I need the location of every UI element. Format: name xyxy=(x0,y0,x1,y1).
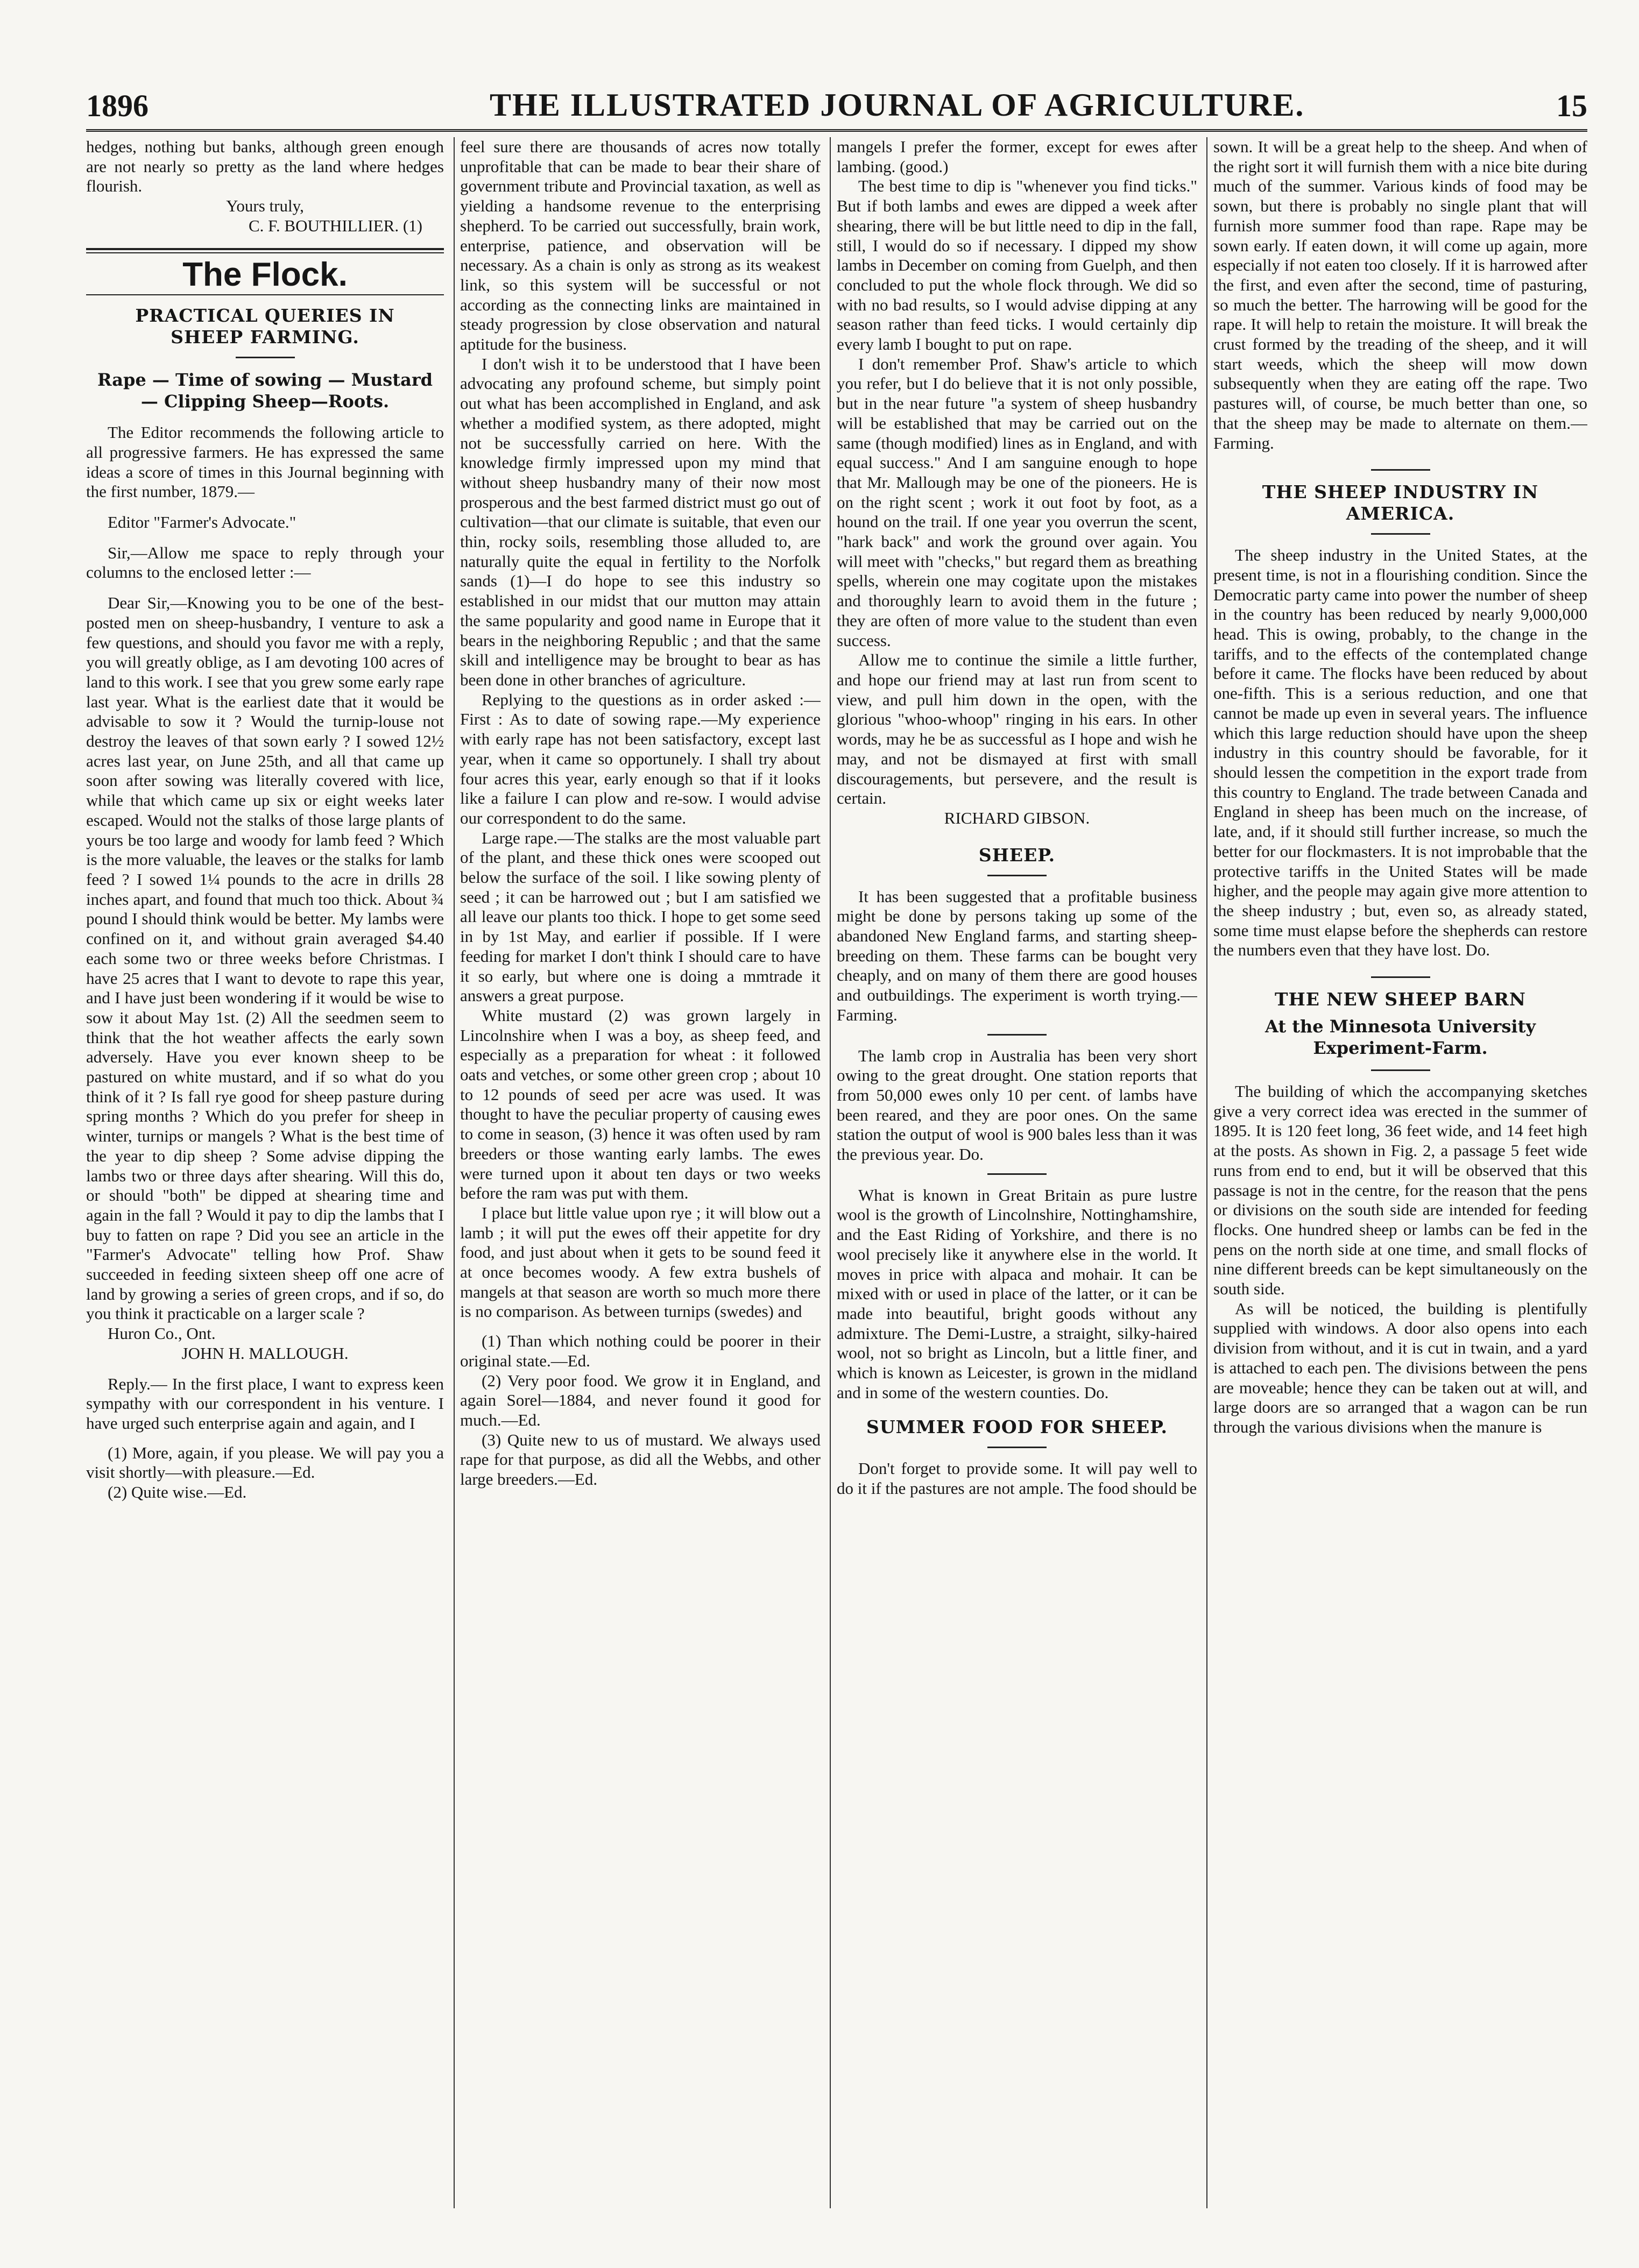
article-subheading: At the Minnesota University Experiment-Farm. xyxy=(1265,1016,1536,1059)
header-year: 1896 xyxy=(86,88,149,123)
editor-intro: The Editor recommends the following article to all progressive farmers. He has expressed the same ideas a score of times in this Journal beginning with the first number, 1879.— xyxy=(86,423,444,501)
footnote: (2) Quite wise.—Ed. xyxy=(108,1483,247,1502)
paragraph: It has been suggested that a profitable business might be done by persons taking up some of the abandoned New England farms, and starting sheep-breeding on them. These farms can be bought very cheaply, and on many of them there are good houses and outbuildings. The experiment is worth trying.—Farming. xyxy=(837,887,1197,1024)
item-rule xyxy=(987,1034,1047,1036)
letter-place: Huron Co., Ont. xyxy=(108,1324,216,1343)
footnote: (1) More, again, if you please. We will pay you a visit shortly—with pleasure.—Ed. xyxy=(86,1443,444,1482)
letter-body: Dear Sir,—Knowing you to be one of the best-posted men on sheep-husbandry, I venture to ask a few questions, and should you favor me with a reply, you will greatly oblige, as I am devoting 100 acres of land to this work. I see that you grew some early rape last year. What is the earliest date that it would be advisable to sow it ? Would the turnip-louse not destroy the leaves of that sown early ? I sowed 12½ acres last year, on June 25th, and all that came up soon after sowing was literally covered with lice, while that which came up six or eight weeks later escaped. Would not the stalks of those large plants of yours be too large and woody for lamb feed ? Which is the more valuable, the leaves or the stalks for lamb feed ? I sowed 1¼ pounds to the acre in drills 28 inches apart, and found that much too thick. About ¾ pound I should think would be better. My lambs were confined on it, and without grain averaged $4.40 each some two or three weeks before Christmas. I have 25 acres that I want to devote to rape this year, and I have just been wondering if it would be wise to sow it about May 1st. (2) All the seedmen seem to think that the hot weather affects the early sown adversely. Have you ever known sheep to be pastured on white mustard, and if so what do you think of it ? Is fall rye good for sheep pasture during spring months ? Which do you prefer for sheep in winter, turnips or mangels ? What is the best time of the year to dip sheep ? Some advise dipping the lambs two or three days after shearing. Will this do, or should "both" be dipped at shearing time and again in the fall ? Would it pay to dip the lambs that I buy to fatten on rape ? Did you see an article in the "Farmer's Advocate" telling how Prof. Shaw succeeded in feeding sixteen sheep off one acre of land by growing a series of green crops, and if so, do you think it practicable on a larger scale ? xyxy=(86,593,444,1323)
item-rule xyxy=(1371,976,1430,978)
item-rule xyxy=(1371,469,1430,471)
paragraph: mangels I prefer the former, except for ewes after lambing. (good.) xyxy=(837,137,1197,176)
heading-rule xyxy=(987,1447,1047,1448)
footnote: (1) Than which nothing could be poorer in their original state.—Ed. xyxy=(460,1331,821,1370)
paragraph: The lamb crop in Australia has been very short owing to the great drought. One station reports that from 50,000 ewes only 10 per cent. of lambs have been reared, and they are poor ones. On the same station the output of wool is 900 bales less than it was the previous year. Do. xyxy=(837,1046,1197,1164)
paragraph: sown. It will be a great help to the sheep. And when of the right sort it will furnish them with a nice bite during much of the summer. Various kinds of food may be sown, but there is probably no single plant that will furnish more summer food than rape. Rape may be sown early. If eaten down, it will come up again, more especially if not eaten too closely. If it is harrowed after the first, and even after the second, time of pasturing, so much the better. The harrowing will be good for the rape. It will help to retain the moisture. It will break the crust formed by the treading of the sheep, and it will start weeds, which the sheep will mow down subsequently when they are eating off the rape. Two pastures will, of course, be much better than one, so that the sheep may be made to alternate on them.—Farming. xyxy=(1213,137,1587,452)
paragraph: As will be noticed, the building is plentifully supplied with windows. A door also opens into each division from without, and it is cut in twain, and a yard is attached to each pen. The divisions between the pens are moveable; hence they can be taken out at will, and large doors are so arranged that a wagon can be run through the various divisions when the manure is xyxy=(1213,1299,1587,1436)
column-3 xyxy=(837,137,1197,2208)
salutation: Sir,—Allow me space to reply through your columns to the enclosed letter :— xyxy=(86,543,444,582)
column-divider xyxy=(1206,137,1207,2208)
closing: Yours truly, xyxy=(226,196,304,216)
article-heading: SHEEP. xyxy=(978,844,1056,866)
header-title: THE ILLUSTRATED JOURNAL OF AGRICULTURE. xyxy=(490,87,1305,123)
paragraph: Don't forget to provide some. It will pay well to do it if the pastures are not ample. The food should be xyxy=(837,1459,1197,1498)
page-header xyxy=(86,81,1587,132)
item-rule xyxy=(987,1173,1047,1175)
paragraph: The sheep industry in the United States, at the present time, is not in a flourishing condition. Since the Democratic party came into power the number of sheep in the country has been reduced by nearly 9,000,000 head. This is owing, probably, to the change in the tariffs, and to the effects of the contemplated change before it came. The flocks have been reduced by about one-fifth. This is a serious reduction, and one that cannot be made up even in several years. The influence which this large reduction should have upon the sheep industry in this country should be favorable, for it should lessen the competition in the export trade from this country to England. The trade between Canada and England in sheep has been much on the increase, of late, and, if it should still further increase, so much the better for our flockmasters. It is not improbable that the protective tariffs in the United States will be made higher, and the people may again give more attention to the sheep industry ; but, even so, as already stated, some time must elapse before the shepherds can restore the numbers even that they have lost. Do. xyxy=(1213,545,1587,960)
footnote: (3) Quite new to us of mustard. We always used rape for that purpose, as did all the Webbs, and other large breeders.—Ed. xyxy=(460,1430,821,1489)
paragraph: Large rape.—The stalks are the most valuable part of the plant, and these thick ones were scooped out below the surface of the soil. I like sowing plenty of seed ; it can be harrowed out ; but I am satisfied we all leave our plants too thick. I hope to get some seed in by 1st May, and earlier if possible. If I were feeding for market I don't think I should care to have it so early, but where one is doing a mmtrade it answers a great purpose. xyxy=(460,828,821,1005)
section-rule xyxy=(86,248,444,250)
paragraph: feel sure there are thousands of acres now totally unprofitable that can be made to bear their share of government tribute and Provincial taxation, as well as yielding a handsome revenue to the enterprising shepherd. To be carried out successfully, brain work, enterprise, patience, and observation will be necessary. As a chain is only as strong as its weakest link, so this system will be successful or not according as the connecting links are maintained in steady progression by close observation and natural aptitude for the business. xyxy=(460,137,821,354)
paragraph: The building of which the accompanying sketches give a very correct idea was erected in the summer of 1895. It is 120 feet long, 36 feet wide, and 14 feet high at the posts. As shown in Fig. 2, a passage 5 feet wide runs from end to end, but it will be observed that this passage is not in the centre, for the reason that the pens or divisions on the south side are intended for feeding flocks. One hundred sheep or lambs can be fed in the pens on the north side at one time, and small flocks of nine different breeds can be kept simultaneously on the south side. xyxy=(1213,1082,1587,1299)
paragraph: I don't remember Prof. Shaw's article to which you refer, but I do believe that it is not only possible, but in the near future "a system of sheep husbandry will be established that may be carried out on the same (though modified) lines as in England, and with equal success." And I am sanguine enough to hope that Mr. Mallough may be one of the pioneers. He is on the right scent ; work it out foot by foot, as a hound on the trail. If one year you overrun the scent, "hark back" and work the ground over again. You will meet with "checks," but regard them as breathing spells, wherein one may cogitate upon the mistakes and thoroughly learn to avoid them in the future ; they are often of more value to the student than even success. xyxy=(837,354,1197,650)
paragraph: Replying to the questions as in order asked :—First : As to date of sowing rape.—My experience with early rape has not been satisfactory, except last year, when it came so opportunely. I shall try about four acres this year, early enough so that if it looks like a failure I can plow and re-sow. I would advise our correspondent to do the same. xyxy=(460,690,821,827)
heading-rule xyxy=(236,357,295,358)
article-heading: PRACTICAL QUERIES IN SHEEP FARMING. xyxy=(135,305,395,348)
signature: RICHARD GIBSON. xyxy=(944,808,1090,827)
signature: C. F. BOUTHILLIER. (1) xyxy=(249,216,422,235)
header-page-number: 15 xyxy=(1556,88,1587,123)
letter-continuation: hedges, nothing but banks, although green enough are not nearly so pretty as the land where hedges flourish. xyxy=(86,137,444,196)
column-4 xyxy=(1213,137,1587,2208)
reply-paragraph: Reply.— In the first place, I want to express keen sympathy with our correspondent in his venture. I have urged such enterprise again and again, and I xyxy=(86,1374,444,1433)
column-divider xyxy=(454,137,455,2208)
paragraph: Allow me to continue the simile a little further, and hope our friend may at last run from scent to view, and pull him down in the open, with the glorious "whoo-whoop" ringing in his ears. In other words, may he be as successful as I hope and wish he may, and not be dismayed at first with small discouragements, but persevere, and the result is certain. xyxy=(837,650,1197,808)
paragraph: I place but little value upon rye ; it will blow out a lamb ; it will put the ewes off their appetite for dry food, and just about when it gets to be sound feed it at once becomes woody. A few extra bushels of mangels at that season are worth so much more there is no comparison. As between turnips (swedes) and xyxy=(460,1203,821,1321)
section-title: The Flock. xyxy=(182,256,348,293)
heading-rule xyxy=(1371,533,1430,535)
column-2 xyxy=(460,137,821,2208)
paragraph: I don't wish it to be understood that I have been advocating any profound scheme, but simply point out what has been accomplished in England, and ask whether a modified system, as there adopted, might not be successfully carried on here. With the knowledge firmly impressed upon my mind that without sheep husbandry many of their now most prosperous and the best farmed district must go out of cultivation—that our climate is suitable, that even our thin, rocky soils, resembling those alluded to, are naturally quite the equal in fertility to the Norfolk sands (1)—I do hope to see this industry so established in our midst that our mutton may attain the same popularity and good name in Europe that it bears in the neighboring Republic ; and that the same skill and intelligence may be brought to bear as has been done in other branches of agriculture. xyxy=(460,354,821,689)
section-rule xyxy=(86,294,444,295)
article-heading: THE NEW SHEEP BARN xyxy=(1275,989,1526,1010)
section-rule xyxy=(86,252,444,253)
letter-signature: JOHN H. MALLOUGH. xyxy=(181,1343,349,1363)
paragraph: The best time to dip is "whenever you find ticks." But if both lambs and ewes are dipped a week after shearing, there will be but little need to dip in the fall, still, I would do so if necessary. I dipped my show lambs in December on coming from Guelph, and then concluded to put the whole flock through. We did so with no bad results, so I would advise dipping at any season rather than feed ticks. I would certainly dip every lamb I bought to put on rape. xyxy=(837,176,1197,354)
article-heading: THE SHEEP INDUSTRY IN AMERICA. xyxy=(1262,481,1539,525)
column-divider xyxy=(830,137,831,2208)
article-subheading: Rape — Time of sowing — Mustard — Clipping Sheep—Roots. xyxy=(97,370,433,412)
heading-rule xyxy=(987,875,1047,876)
article-heading: SUMMER FOOD FOR SHEEP. xyxy=(866,1416,1168,1438)
paragraph: What is known in Great Britain as pure lustre wool is the growth of Lincolnshire, Nottinghamshire, and the East Riding of Yorkshire, and there is no wool precisely like it anywhere else in the world. It moves in price with alpaca and mohair. It can be mixed with or used in place of the latter, or it can be made into beautiful, bright goods without any admixture. The Demi-Lustre, a straight, silky-haired wool, not so bright as Lincoln, but a little finer, and which is known as Leicester, is grown in the midland and in some of the western counties. Do. xyxy=(837,1185,1197,1402)
addressee: Editor "Farmer's Advocate." xyxy=(108,513,296,532)
footnote: (2) Very poor food. We grow it in England, and again Sorel—1884, and never found it good for much.—Ed. xyxy=(460,1371,821,1429)
heading-rule xyxy=(1371,1069,1430,1071)
column-1 xyxy=(86,137,444,2208)
paragraph: White mustard (2) was grown largely in Lincolnshire when I was a boy, as sheep feed, and especially as a preparation for wheat : it followed oats and vetches, or some other green crop ; about 10 to 12 pounds of seed per acre was used. It was thought to have the peculiar property of causing ewes to come in season, (3) hence it was often used by ram breeders or those wanting early lambs. The ewes were turned upon it about ten days or two weeks before the ram was put with them. xyxy=(460,1005,821,1203)
